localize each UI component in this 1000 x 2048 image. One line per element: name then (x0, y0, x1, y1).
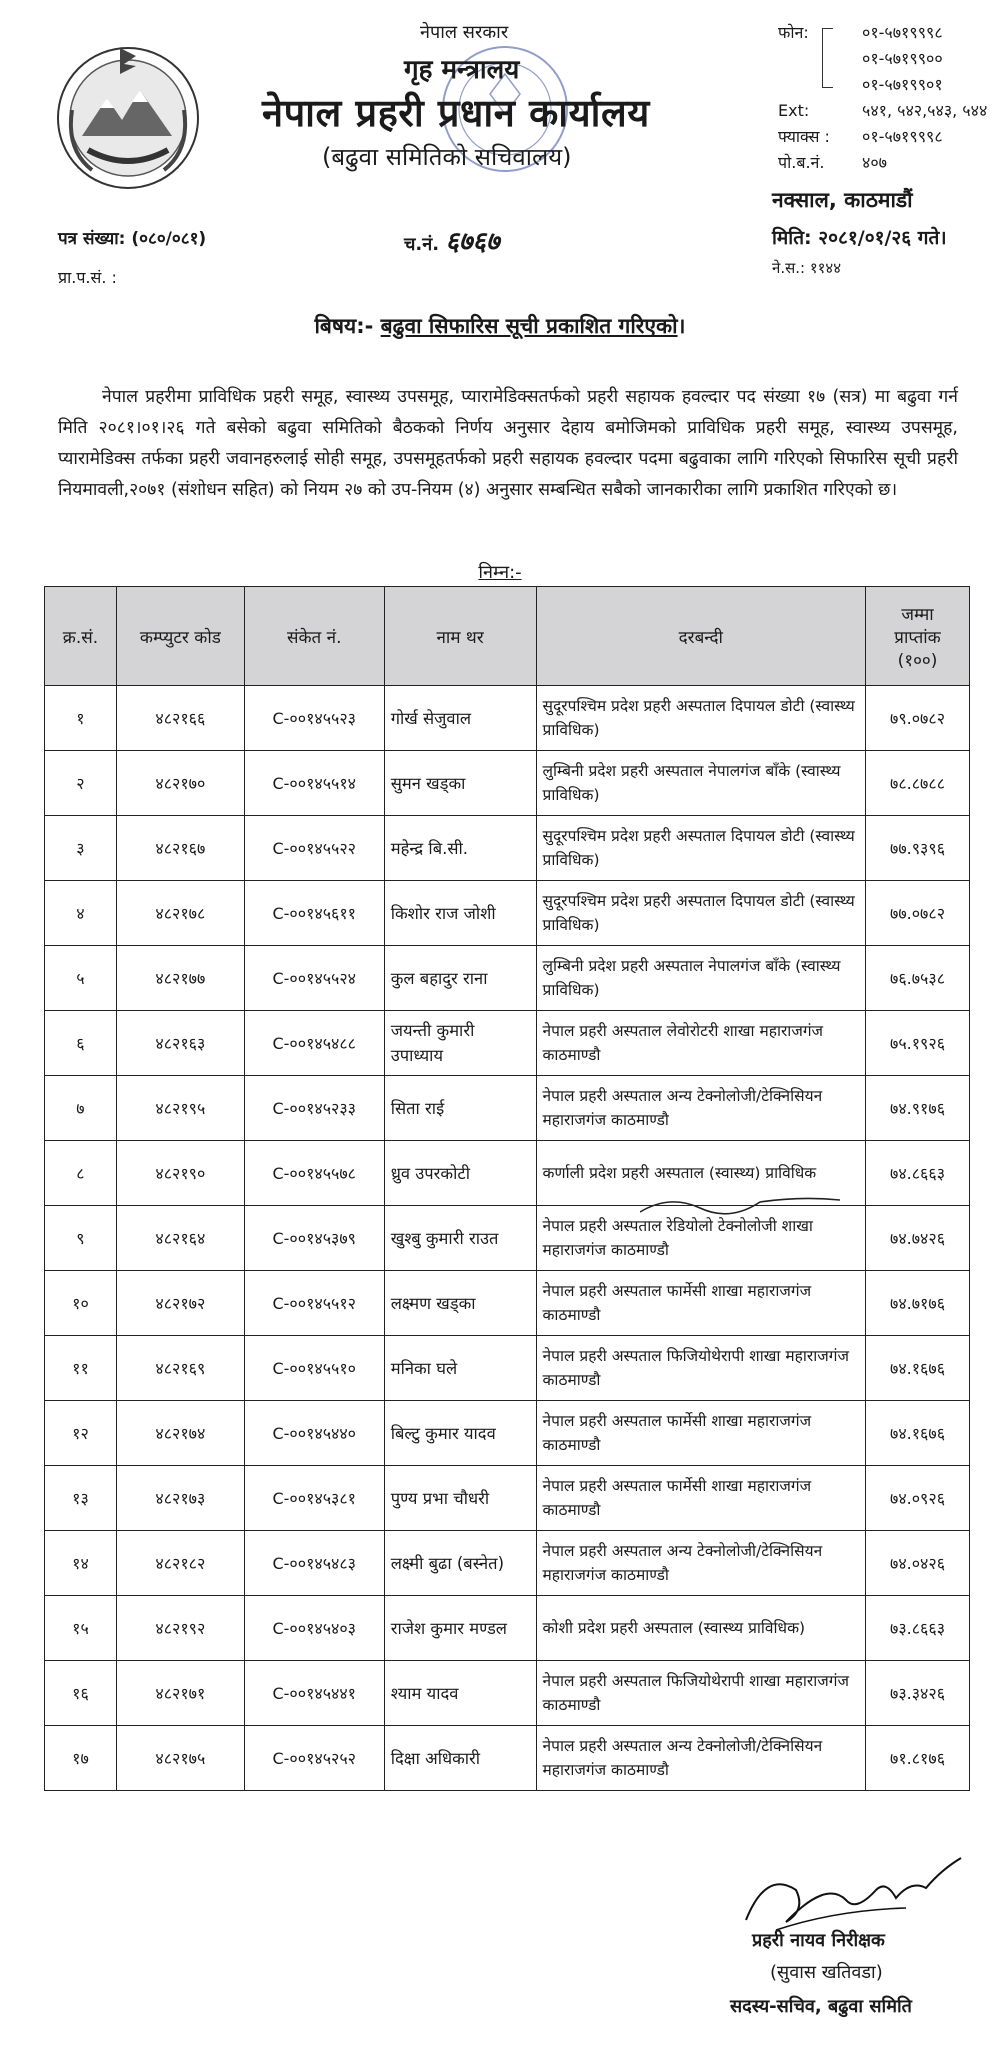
cell-symbol-no: C-००१४५४८३ (244, 1531, 384, 1596)
cell-total-score: ७३.८६६३ (866, 1596, 970, 1661)
cell-symbol-no: C-००१४५५१४ (244, 751, 384, 816)
phone-label: फोन: (778, 23, 809, 42)
table-row (45, 1336, 970, 1401)
cell-name: बिल्टु कुमार यादव (384, 1401, 536, 1466)
cell-total-score: ७४.७४२६ (866, 1206, 970, 1271)
table-row (45, 1466, 970, 1531)
table-row (45, 1726, 970, 1791)
cell-computer-code: ४८२१६७ (116, 816, 244, 881)
cell-total-score: ७४.७१७६ (866, 1271, 970, 1336)
cell-posting: सुदूरपश्चिम प्रदेश प्रहरी अस्पताल दिपायल डोटी (स्वास्थ्य प्राविधिक) (536, 816, 866, 881)
office-title: नेपाल प्रहरी प्रधान कार्यालय (262, 91, 650, 135)
cell-sn: ११ (45, 1336, 117, 1401)
cell-symbol-no: C-००१४५४४० (244, 1401, 384, 1466)
fax-value: ०१-५७१९९९८ (862, 127, 943, 146)
table-row (45, 1531, 970, 1596)
signatory-designation: प्रहरी नायव निरीक्षक (752, 1930, 885, 1951)
table-row (45, 1661, 970, 1726)
subject-end: । (677, 314, 686, 338)
cell-name: राजेश कुमार मण्डल (384, 1596, 536, 1661)
cell-posting: नेपाल प्रहरी अस्पताल फार्मेसी शाखा महाराजगंज काठमाण्डौ (536, 1271, 866, 1336)
cell-name: गोर्ख सेजुवाल (384, 686, 536, 751)
col-computer-code: कम्प्युटर कोड (116, 587, 244, 686)
office-address: नक्साल, काठमाडौं (772, 188, 913, 212)
cell-symbol-no: C-००१४५४८८ (244, 1011, 384, 1076)
letter-number (58, 226, 206, 249)
col-name: नाम थर (384, 587, 536, 686)
pobox-value: ४०७ (862, 153, 887, 172)
cell-posting: सुदूरपश्चिम प्रदेश प्रहरी अस्पताल दिपायल डोटी (स्वास्थ्य प्राविधिक) (536, 686, 866, 751)
table-row (45, 1271, 970, 1336)
cell-symbol-no: C-००१४५३७९ (244, 1206, 384, 1271)
nepal-sambat: ने.स.: ११४४ (772, 259, 842, 277)
cell-total-score: ७७.९३९६ (866, 816, 970, 881)
cell-computer-code: ४८२१७२ (116, 1271, 244, 1336)
cell-computer-code: ४८२१६६ (116, 686, 244, 751)
cell-computer-code: ४८२१७५ (116, 1726, 244, 1791)
cell-symbol-no: C-००१४५२३३ (244, 1076, 384, 1141)
cell-posting: नेपाल प्रहरी अस्पताल फार्मेसी शाखा महाराजगंज काठमाण्डौ (536, 1466, 866, 1531)
recommendation-table (44, 586, 970, 1791)
prapas-label: प्रा.प.सं. : (58, 268, 117, 287)
cell-symbol-no: C-००१४५४०३ (244, 1596, 384, 1661)
subject-label: बिषय:- (314, 314, 374, 338)
col-symbol-no: संकेत नं. (244, 587, 384, 686)
cell-sn: १ (45, 686, 117, 751)
cell-symbol-no: C-००१४५६११ (244, 881, 384, 946)
col-total-line1: जम्मा (901, 604, 934, 625)
cell-name: खुश्बु कुमारी राउत (384, 1206, 536, 1271)
cell-symbol-no: C-००१४५५१२ (244, 1271, 384, 1336)
ministry-label: गृह मन्त्रालय (404, 55, 520, 85)
cell-sn: ३ (45, 816, 117, 881)
table-row (45, 1076, 970, 1141)
cell-name: जयन्ती कुमारी उपाध्याय (384, 1011, 536, 1076)
cell-sn: ७ (45, 1076, 117, 1141)
letter-number-value: (०८०/०८१) (131, 229, 207, 249)
cell-total-score: ७४.१६७६ (866, 1336, 970, 1401)
cell-posting: नेपाल प्रहरी अस्पताल लेवोरोटरी शाखा महाराजगंज काठमाण्डौ (536, 1011, 866, 1076)
dispatch-label: च.नं. (404, 234, 440, 255)
dispatch-value: ६७६७ (445, 227, 500, 257)
cell-name: पुण्य प्रभा चौधरी (384, 1466, 536, 1531)
cell-computer-code: ४८२१६४ (116, 1206, 244, 1271)
cell-sn: १५ (45, 1596, 117, 1661)
cell-total-score: ७४.९१७६ (866, 1076, 970, 1141)
cell-symbol-no: C-००१४५४४१ (244, 1661, 384, 1726)
cell-posting: सुदूरपश्चिम प्रदेश प्रहरी अस्पताल दिपायल डोटी (स्वास्थ्य प्राविधिक) (536, 881, 866, 946)
cell-computer-code: ४८२१९० (116, 1141, 244, 1206)
cell-posting: नेपाल प्रहरी अस्पताल फिजियोथेरापी शाखा महाराजगंज काठमाण्डौ (536, 1336, 866, 1401)
cell-computer-code: ४८२१७३ (116, 1466, 244, 1531)
cell-symbol-no: C-००१४५५२३ (244, 686, 384, 751)
body-paragraph: नेपाल प्रहरीमा प्राविधिक प्रहरी समूह, स्वास्थ्य उपसमूह, प्यारामेडिक्सतर्फको प्रहरी सहायक हवल्दार पद संख्या १७ (सत्र) मा बढुवा गर्न मिति २०८१।०१।२६ गते बसेको बढुवा समितिको बैठकको निर्णय अनुसार देहाय बमोजिमको प्राविधिक प्रहरी समूह, स्वास्थ्य उपसमूह, प्यारामेडिक्स तर्फका प्रहरी जवानहरुलाई सोही समूह, उपसमूहतर्फको प्रहरी सहायक हवल्दार पदमा बढुवाका लागि गरिएको सिफारिस सूची प्रहरी नियमावली,२०७१ (संशोधन सहित) को नियम २७ को उप-नियम (४) अनुसार सम्बन्धित सबैको जानकारीका लागि प्रकाशित गरिएको छ। (58, 387, 958, 500)
cell-total-score: ७६.७५३८ (866, 946, 970, 1011)
col-posting: दरबन्दी (536, 587, 866, 686)
cell-total-score: ७४.१६७६ (866, 1401, 970, 1466)
cell-name: किशोर राज जोशी (384, 881, 536, 946)
cell-name: दिक्षा अधिकारी (384, 1726, 536, 1791)
ext-value: ५४१, ५४२,५४३, ५४४ (862, 101, 988, 120)
cell-total-score: ७८.८७८८ (866, 751, 970, 816)
table-row (45, 1011, 970, 1076)
cell-name: मनिका घले (384, 1336, 536, 1401)
cell-computer-code: ४८२१६९ (116, 1336, 244, 1401)
phone-3: ०१-५७१९९०१ (862, 75, 943, 94)
cell-computer-code: ४८२१७८ (116, 881, 244, 946)
cell-posting: नेपाल प्रहरी अस्पताल रेडियोलो टेक्नोलोजी शाखा महाराजगंज काठमाण्डौ (536, 1206, 866, 1271)
cell-total-score: ७४.०४२६ (866, 1531, 970, 1596)
nepal-emblem-logo (52, 40, 204, 192)
col-total-line3: (१००) (897, 650, 938, 671)
government-label: नेपाल सरकार (420, 22, 509, 43)
cell-name: सुमन खड्का (384, 751, 536, 816)
date-label: मिति: (772, 227, 812, 249)
ext-label: Ext: (778, 101, 810, 120)
col-total-score (866, 587, 970, 686)
cell-total-score: ७४.८६६३ (866, 1141, 970, 1206)
cell-symbol-no: C-००१४५५१० (244, 1336, 384, 1401)
cell-name: कुल बहादुर राना (384, 946, 536, 1011)
cell-total-score: ७५.१९२६ (866, 1011, 970, 1076)
col-total-line2: प्राप्तांक (894, 627, 941, 648)
cell-total-score: ७३.३४२६ (866, 1661, 970, 1726)
cell-sn: ५ (45, 946, 117, 1011)
cell-sn: २ (45, 751, 117, 816)
cell-sn: ४ (45, 881, 117, 946)
cell-computer-code: ४८२१७७ (116, 946, 244, 1011)
date-value: २०८१/०१/२६ गते। (818, 227, 947, 249)
cell-computer-code: ४८२१७१ (116, 1661, 244, 1726)
col-sn: क्र.सं. (45, 587, 117, 686)
cell-total-score: ७९.०७८२ (866, 686, 970, 751)
cell-sn: १६ (45, 1661, 117, 1726)
cell-posting: नेपाल प्रहरी अस्पताल अन्य टेक्नोलोजी/टेक्निसियन महाराजगंज काठमाण्डौ (536, 1531, 866, 1596)
cell-computer-code: ४८२१७० (116, 751, 244, 816)
cell-total-score: ७७.०७८२ (866, 881, 970, 946)
cell-posting: नेपाल प्रहरी अस्पताल अन्य टेक्नोलोजी/टेक्निसियन महाराजगंज काठमाण्डौ (536, 1076, 866, 1141)
table-header-row (45, 587, 970, 686)
cell-sn: १७ (45, 1726, 117, 1791)
cell-sn: १४ (45, 1531, 117, 1596)
letter-date (772, 224, 947, 250)
table-row (45, 751, 970, 816)
cell-symbol-no: C-००१४५३८१ (244, 1466, 384, 1531)
cell-name: श्याम यादव (384, 1661, 536, 1726)
phone-1: ०१-५७१९९९८ (862, 23, 943, 42)
cell-sn: ६ (45, 1011, 117, 1076)
below-label: निम्न:- (478, 562, 522, 583)
cell-total-score: ७१.८१७६ (866, 1726, 970, 1791)
cell-computer-code: ४८२१९२ (116, 1596, 244, 1661)
subject-line (0, 312, 1000, 340)
cell-symbol-no: C-००१४५५७८ (244, 1141, 384, 1206)
secretariat-label: (बढुवा समितिको सचिवालय) (322, 143, 572, 171)
cell-sn: ८ (45, 1141, 117, 1206)
cell-sn: १० (45, 1271, 117, 1336)
table-row (45, 686, 970, 751)
cell-posting: नेपाल प्रहरी अस्पताल फिजियोथेरापी शाखा महाराजगंज काठमाण्डौ (536, 1661, 866, 1726)
cell-posting: कोशी प्रदेश प्रहरी अस्पताल (स्वास्थ्य प्राविधिक) (536, 1596, 866, 1661)
pen-stroke (640, 1190, 840, 1220)
cell-posting: नेपाल प्रहरी अस्पताल अन्य टेक्नोलोजी/टेक्निसियन महाराजगंज काठमाण्डौ (536, 1726, 866, 1791)
table-row (45, 1596, 970, 1661)
cell-sn: १२ (45, 1401, 117, 1466)
signatory-name: (सुवास खतिवडा) (770, 1962, 883, 1983)
handwritten-signature (736, 1850, 966, 1940)
cell-posting: लुम्बिनी प्रदेश प्रहरी अस्पताल नेपालगंज बाँके (स्वास्थ्य प्राविधिक) (536, 751, 866, 816)
table-row (45, 1401, 970, 1466)
cell-posting: नेपाल प्रहरी अस्पताल फार्मेसी शाखा महाराजगंज काठमाण्डौ (536, 1401, 866, 1466)
subject-text: बढुवा सिफारिस सूची प्रकाशित गरिएको (380, 314, 678, 338)
cell-name: लक्ष्मी बुढा (बस्नेत) (384, 1531, 536, 1596)
table-row (45, 881, 970, 946)
table-row (45, 816, 970, 881)
cell-computer-code: ४८२१७४ (116, 1401, 244, 1466)
cell-name: लक्ष्मण खड्का (384, 1271, 536, 1336)
pobox-label: पो.ब.नं. (778, 153, 825, 172)
table-row (45, 946, 970, 1011)
cell-symbol-no: C-००१४५२५२ (244, 1726, 384, 1791)
cell-computer-code: ४८२१८२ (116, 1531, 244, 1596)
cell-computer-code: ४८२१९५ (116, 1076, 244, 1141)
cell-name: सिता राई (384, 1076, 536, 1141)
fax-label: फ्याक्स : (778, 127, 830, 146)
cell-symbol-no: C-००१४५५२४ (244, 946, 384, 1011)
cell-posting: लुम्बिनी प्रदेश प्रहरी अस्पताल नेपालगंज बाँके (स्वास्थ्य प्राविधिक) (536, 946, 866, 1011)
signatory-role: सदस्य-सचिव, बढुवा समिति (730, 1996, 912, 2017)
cell-sn: ९ (45, 1206, 117, 1271)
cell-name: ध्रुव उपरकोटी (384, 1141, 536, 1206)
letter-number-label: पत्र संख्या: (58, 229, 126, 249)
cell-total-score: ७४.०९२६ (866, 1466, 970, 1531)
cell-computer-code: ४८२१६३ (116, 1011, 244, 1076)
cell-name: महेन्द्र बि.सी. (384, 816, 536, 881)
cell-sn: १३ (45, 1466, 117, 1531)
cell-symbol-no: C-००१४५५२२ (244, 816, 384, 881)
cell-posting: कर्णाली प्रदेश प्रहरी अस्पताल (स्वास्थ्य) प्राविधिक (536, 1141, 866, 1206)
phone-2: ०१-५७१९९०० (862, 49, 943, 68)
dispatch-number (404, 222, 499, 258)
